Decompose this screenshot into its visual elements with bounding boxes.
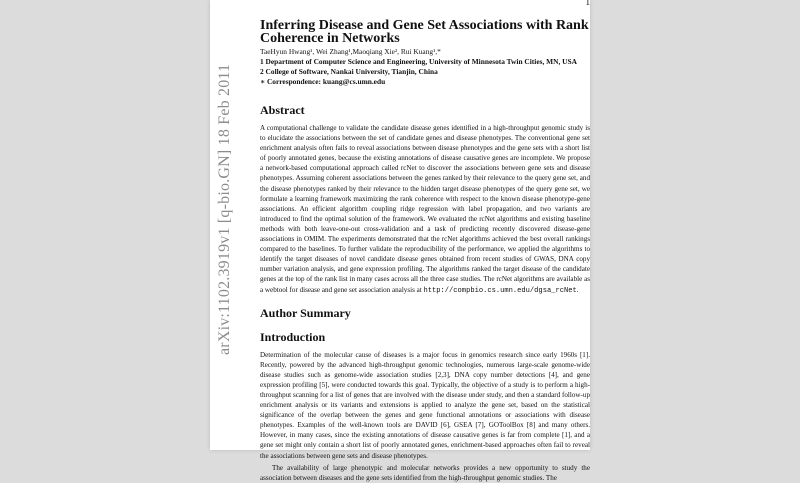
paper-title: Inferring Disease and Gene Set Associations with Rank Coherence in Networks — [260, 18, 589, 46]
paper-page — [210, 0, 590, 482]
author-summary-heading: Author Summary — [260, 305, 351, 320]
introduction-heading: Introduction — [260, 329, 326, 344]
abstract-end: . — [576, 285, 579, 294]
introduction-paragraph-2: The availability of large phenotypic and molecular networks provides a new opportunity to study the association between diseases and the gene sets identified from the high-throughput genomic studies. The — [260, 463, 590, 482]
correspondence: ∗ Correspondence: kuang@cs.umn.edu — [260, 77, 386, 86]
introduction-paragraph-1: Determination of the molecular cause of diseases is a major focus in genomics research since early 1960s [1]. Recently, powered by the advanced high-throughput genomic technologies, numerous large-scale genome-wide disease studies such as genome-wide association studies [2,3], DNA copy number detections [4], and gene expression profiling [5], were conducted towards this goal. Typically, the objective of a study is to perform a high-throughput scanning for a list of genes that are involved with the disease under study, and then a standard follow-up enrichment analysis or its variants and extensions is applied to analyze the gene set, based on the statistical significance of the overlap between the genes and gene functional annotations or associations with disease phenotypes. Examples of the well-known tools are DAVID [6], GSEA [7], GOToolBox [8] and many others. However, in many cases, since the existing annotations of disease causative genes is far from complete [1], and a gene set might only contain a short list of poorly annotated genes, enrichment-based approaches often fail to reveal the associations between gene sets and disease phenotypes. — [260, 350, 590, 460]
affiliation-1: 1 Department of Computer Science and Engineering, University of Minnesota Twin Cities, MN, USA — [260, 57, 577, 66]
abstract-heading: Abstract — [260, 103, 305, 117]
author-list: TaeHyun Hwang¹, Wei Zhang¹,Maoqiang Xie², Rui Kuang¹,* — [260, 47, 441, 56]
affiliation-2: 2 College of Software, Nankai University, Tianjin, China — [260, 67, 438, 76]
page-content — [260, 19, 590, 483]
abstract-body: A computational challenge to validate the candidate disease genes identified in a high-throughput genomic study is to elucidate the associations between the set of candidate genes and disease phenotypes. The conventional gene set enrichment analysis often fails to reveal associations between disease phenotypes and the gene sets with a short list of poorly annotated genes, because the existing annotations of disease causative genes are incomplete. We propose a network-based computational approach called rcNet to discover the associations between gene sets and disease phenotypes. Assuming coherent associations between the genes ranked by their relevance to the query gene set, and the disease phenotypes ranked by their relevance to the hidden target disease phenotypes of the query gene set, we formulate a learning framework maximizing the rank coherence with respect to the known disease phenotype-gene associations. An efficient algorithm coupling ridge regression with label propagation, and two variants are introduced to find the optimal solution of the framework. We evaluated the rcNet algorithms and existing baseline methods with both leave-one-out cross-validation and a task of predicting recently discovered disease-gene associations in OMIM. The experiments demonstrated that the rcNet algorithms achieved the best overall rankings compared to the baselines. To further validate the reproducibility of the performance, we applied the algorithms to identify the target diseases of novel candidate disease genes obtained from recent studies of GWAS, DNA copy number variation analysis, and gene expression profiling. The algorithms ranked the target disease of the candidate genes at the top of the rank list in many cases across all the three case studies. The rcNet algorithms are available as a webtool for disease and gene set association analysis at — [260, 124, 590, 294]
page-number: 1 — [585, 0, 590, 7]
webtool-link[interactable]: http://compbio.cs.umn.edu/dgsa_rcNet — [423, 286, 577, 295]
arxiv-stamp: arXiv:1102.3919v1 [q-bio.GN] 18 Feb 2011 — [216, 63, 233, 355]
abstract-text — [260, 123, 590, 296]
